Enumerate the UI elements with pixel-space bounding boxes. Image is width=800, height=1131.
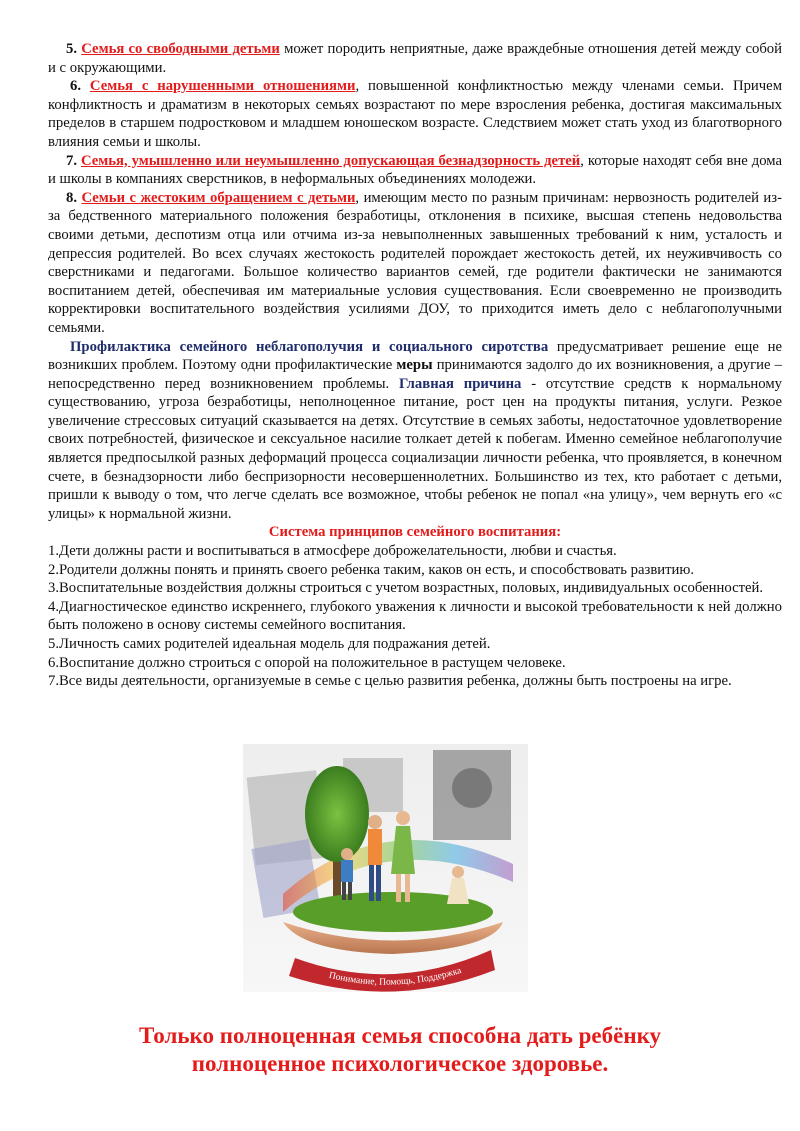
prevention-text: принимаются задолго до их возникновения, а другие – непосредственно перед возникновением проблемы.	[48, 357, 783, 392]
item-number: 5.	[66, 41, 78, 57]
item-text: , имеющим место по разным причинам: нервозность родителей из-за бедственного материального положения безработицы, отклонения в психике, высшая степень недовольства своими детьми, деспотизм отца или отчима из-за невыполненных завышенных требований к ним, усталость и депрессия родителей. Во всех случаях жестокость родителей порождает жестокость детей, их неуживчивость со сверстниками и педагогами. Большое количество вариантов семей, где родители фактически не занимаются воспитанием детей, обеспечивая им материальные условия существования. Если своевременно не производить корректировки воспитательного воздействия усилиями ДОУ, то приходится иметь дело с неблагополучными семьями.	[48, 189, 782, 336]
paragraph-item-5	[48, 40, 782, 77]
prevention-title: Профилактика семейного неблагополучия и социального сиротства	[70, 338, 549, 355]
principle-item: 2.Родители должны понять и принять своего ребенка таким, каков он есть, и способствовать развитию.	[48, 561, 695, 578]
principle-item: 7.Все виды деятельности, организуемые в семье с целью развития ребенка, должны быть построены на игре.	[48, 673, 732, 690]
principle-item: 3.Воспитательные воздействия должны строиться с учетом возрастных, половых, индивидуальных особенностей.	[48, 580, 764, 597]
principle-item: 1.Дети должны расти и воспитываться в атмосфере доброжелательности, любви и счастья.	[48, 543, 617, 560]
principle-item: 4.Диагностическое единство искреннего, глубокого уважения к личности и высокой требовательности к ней должно быть положено в основу системы семейного воспитания.	[48, 598, 782, 634]
principles-list	[48, 542, 782, 691]
item-text: может породить неприятные, даже враждебные отношения детей между собой и с окружающими.	[48, 41, 782, 76]
item-title: Семьи с жестоким обращением с детьми	[81, 189, 356, 206]
paragraph-item-6	[48, 77, 782, 151]
item-number: 6.	[70, 78, 82, 95]
prevention-text: - отсутствие средств к нормальному существованию, угроза безработицы, неполноценное питание, рост цен на продукты питания, услуги. Резкое увеличение стрессовых ситуаций сказывается на детях. Отсутствие в семьях заботы, недостаточное удовлетворение своих потребностей, физическое и сексуальное насилие толкает детей к побегам. Именно семейное неблагополучие является предпосылкой разных деформаций процесса социализации личности ребенка, что проявляется, в конечном счете, в безнадзорности либо беспризорности несовершеннолетних. Большинство из тех, кто работает с детьми, пришли к выводу о том, что легче сделать все возможное, чтобы ребенок не попал «на улицу», чем вернуть его «с улицы» к нормальной жизни.	[48, 375, 782, 522]
closing-line-2: полноценное психологическое здоровье.	[191, 1051, 609, 1076]
paragraph-item-7	[48, 152, 782, 189]
principles-title: Система принципов семейного воспитания:	[268, 524, 562, 541]
item-title: Семья, умышленно или неумышленно допускающая безнадзорность детей	[80, 152, 581, 169]
paragraph-prevention	[48, 338, 782, 524]
item-text: , повышенной конфликтностью между членами семьи. Причем конфликтность и драматизм в некоторых семьях возрастают по мере взросления ребенка, достигая максимальных пределов в старшем подростковом и младшем юношеском возрасте. Следствием может стать уход из благотворного влияния семьи и школы.	[48, 78, 782, 150]
prevention-text: предусматривает решение еще не возникших проблем. Поэтому одни профилактические	[48, 338, 782, 374]
principle-item: 6.Воспитание должно строиться с опорой на положительное в растущем человеке.	[48, 654, 566, 671]
closing-statement	[40, 1022, 760, 1078]
family-illustration	[243, 744, 528, 992]
photo-face-right	[452, 768, 492, 808]
paragraph-item-8	[48, 189, 782, 338]
measures-word: меры	[396, 357, 433, 374]
closing-line-1: Только полноценная семья способна дать ребёнку	[138, 1023, 662, 1048]
item-number: 7.	[66, 152, 78, 169]
item-text: , которые находят себя вне дома и школы в компаниях сверстников, в неформальных объединениях молодежи.	[48, 152, 782, 188]
main-cause-label: Главная причина	[399, 375, 522, 392]
item-title: Семья с нарушенными отношениями	[89, 78, 356, 95]
item-title: Семья со свободными детьми	[81, 41, 280, 57]
tree-crown	[305, 766, 369, 862]
document-body	[48, 40, 782, 691]
item-number: 8.	[66, 189, 78, 206]
family-illustration-svg	[243, 744, 528, 992]
ribbon-text-path: Понимание, Помощь, Поддержка	[327, 965, 463, 988]
principle-item: 5.Личность самих родителей идеальная модель для подражания детей.	[48, 636, 491, 652]
